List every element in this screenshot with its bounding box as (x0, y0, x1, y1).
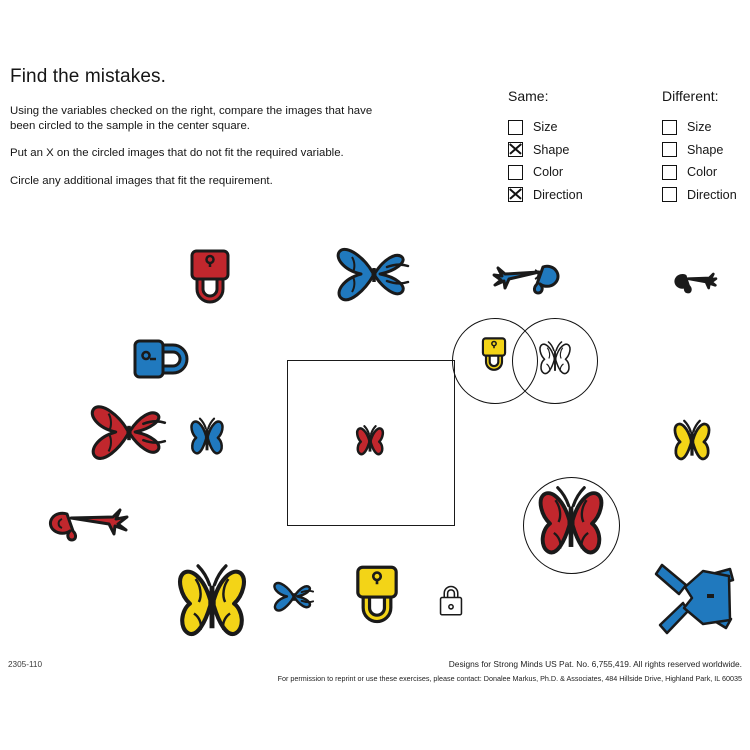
footer-permission-line: For permission to reprint or use these exercises, please contact: Donalee Markus, Ph.D. & Associates, 484 Hillside Drive, Highland Park, IL 60035 (277, 674, 742, 683)
same-option-shape[interactable] (508, 139, 583, 162)
figure-butterfly-white-circled[interactable] (535, 340, 575, 377)
checkbox-same-direction[interactable] (508, 187, 523, 202)
same-heading: Same: (508, 88, 549, 104)
figure-butterfly-red-profile-left[interactable] (42, 502, 132, 542)
checkbox-different-shape[interactable] (662, 142, 677, 157)
figure-padlock-red-down[interactable] (184, 247, 236, 309)
same-variables-column (508, 88, 583, 206)
checkbox-different-color[interactable] (662, 165, 677, 180)
instruction-line-1: Using the variables checked on the right, compare the images that have been circled to the sample in the center square. (10, 105, 373, 132)
page-title: Find the mistakes. (10, 66, 166, 87)
figure-butterfly-black-profile[interactable] (672, 268, 716, 294)
different-shape-label: Shape (687, 142, 724, 157)
same-option-size[interactable] (508, 116, 583, 139)
different-option-direction[interactable] (662, 184, 737, 207)
figure-butterfly-blue-small-front[interactable] (186, 417, 228, 457)
figure-butterfly-blue-side-bottom[interactable] (270, 579, 318, 615)
same-option-color[interactable] (508, 161, 583, 184)
different-color-label: Color (687, 165, 718, 180)
same-direction-label: Direction (533, 187, 583, 202)
figure-butterfly-yellow-small-front[interactable] (669, 419, 715, 463)
figure-butterfly-red-side-left[interactable] (86, 399, 172, 467)
instruction-line-3: Circle any additional images that fit the requirement. (10, 174, 273, 187)
same-option-direction[interactable] (508, 184, 583, 207)
figure-butterfly-blue-side-top[interactable] (332, 242, 416, 308)
instructions-block (10, 104, 390, 188)
different-variables-column (662, 88, 737, 206)
same-shape-label: Shape (533, 142, 570, 157)
footer-copyright-line: Designs for Strong Minds US Pat. No. 6,755,419. All rights reserved worldwide. (448, 659, 742, 669)
figure-butterfly-blue-profile-right[interactable] (487, 257, 555, 299)
figure-butterfly-blue-angular[interactable] (655, 558, 737, 638)
different-option-shape[interactable] (662, 139, 737, 162)
footer-product-code: 2305-110 (8, 660, 42, 669)
checkbox-different-direction[interactable] (662, 187, 677, 202)
different-option-size[interactable] (662, 116, 737, 139)
figure-butterfly-yellow-large-front[interactable] (171, 562, 253, 642)
checkbox-same-color[interactable] (508, 165, 523, 180)
sample-butterfly-red-front (352, 424, 388, 458)
figure-padlock-blue-right[interactable] (131, 334, 203, 384)
checkbox-same-size[interactable] (508, 120, 523, 135)
same-color-label: Color (533, 165, 564, 180)
figure-padlock-yellow-circled[interactable] (478, 335, 510, 375)
different-option-color[interactable] (662, 161, 737, 184)
checkbox-same-shape[interactable] (508, 142, 523, 157)
same-size-label: Size (533, 120, 558, 135)
figure-padlock-white-small[interactable] (435, 580, 467, 620)
figure-padlock-yellow-large[interactable] (349, 563, 405, 629)
different-size-label: Size (687, 120, 712, 135)
different-direction-label: Direction (687, 187, 737, 202)
instruction-line-2: Put an X on the circled images that do not fit the required variable. (10, 147, 344, 160)
checkbox-different-size[interactable] (662, 120, 677, 135)
figure-butterfly-red-circled[interactable] (532, 484, 610, 560)
different-heading: Different: (662, 88, 719, 104)
